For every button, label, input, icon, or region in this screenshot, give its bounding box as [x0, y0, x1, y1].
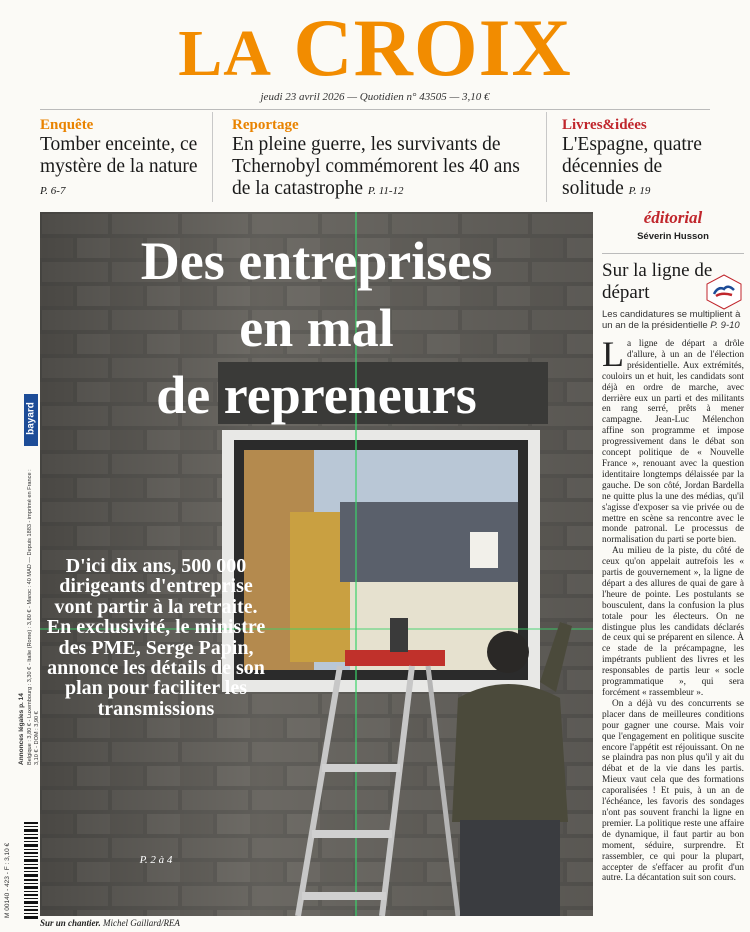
masthead — [0, 0, 750, 110]
teaser-pages: P. 11-12 — [367, 185, 404, 197]
teaser-headline: En pleine guerre, les survivants de Tchernobyl commémorent les 40 ans de la catastrophe P. 11-12 — [232, 134, 520, 199]
editorial-paragraph: On a déjà vu des concurrents se placer dans de meilleures conditions pour gagner une course. Mais voir que l'engagement en politique suscite encore l'appétit est réjouissant. On ne se plaindra pas non plus qu'il y ait du débat et de la vie dans les partis. Mieux vaut cela que des formations caporalisées ! Et puis, à un an de l'échéance, les favoris des sondages n'ont pas souvent franchi la ligne en premier. La politique reste une affaire de dynamique, il faut partir au bon moment, séduire, surprendre. Et rassembler, ce qui pour la plupart, accepter de s'effacer au profit d'un autre. La décantation suit son cours. — [602, 698, 744, 884]
cover-photo[interactable] — [40, 212, 593, 916]
main-deck: D'ici dix ans, 500 000 dirigeants d'entreprise vont partir à la retraite. En exclusivité, le ministre des PME, Serge Papin, annonce les détails de son plan pour faciliter les transmissions — [46, 555, 266, 720]
price-list: Belgique : 3,80 € - Luxembourg : 3,30 € - Italie (Rome) : 3,80 € - Maroc : 40 MAD — Depuis 1883 - imprimé en France : 3,10 € - DOM : 3,90 € — [27, 469, 40, 765]
headline-line: Des entreprises — [140, 231, 493, 291]
logo-part-croix: CROIX — [293, 2, 572, 93]
teaser-headline: L'Espagne, quatre décennies de solitude P. 19 — [562, 134, 702, 199]
teaser-divider — [546, 112, 547, 202]
teaser-pages: P. 6-7 — [40, 185, 66, 197]
headline-line: de repreneurs — [156, 365, 477, 425]
teaser-pages: P. 19 — [628, 185, 651, 197]
editorial-paragraph: Au milieu de la piste, du côté de ceux qu'on appelait autrefois les « partis de gouvernement », la ligne de départ a des allures de quai de gare à l'heure de pointe. Les postulants se bousculent, dans la confusion la plus totale pour les électeurs. On ne distingue plus les candidats déclarés de ceux qui se préparent en silence. À ce stade de la précampagne, les impétrants publient des livres et les responsables de partis leur « socle programmatique », qui sera forcément « rassembleur ». — [602, 546, 744, 698]
teaser-headline: Tomber enceinte, ce mystère de la nature P. 6-7 — [40, 134, 198, 197]
editorial-title[interactable]: Sur la ligne de départ — [602, 260, 713, 303]
editorial-body: La ligne de départ a drôle d'allure, à un an de l'élection présidentielle. Aux extrémités, couloirs un et huit, les candidats sont déjà en ordre de marche, avec derrière eux un parti et des militants en rang serré, prêts à mener campagne. Jean-Luc Mélenchon affine son programme et impose progressivement dans le débat son concept politique de « Nouvelle France », renouant avec la question identitaire longtemps délaissée par la gauche. De son côté, Jordan Bardella ne quitte plus la une des médias, qu'il s'agisse d'exposer sa vie privée ou de mettre en scène sa rencontre avec le monde patronal. Le processus de normalisation du parti se porte bien. Au milieu de la piste, du côté de ceux qu'on appelait autrefois les « partis de gouvernement », la ligne de départ a des allures de quai de gare à l'heure de pointe. Les postulants se bousculent, dans la confusion la plus totale pour les électeurs. On ne distingue plus les candidats déclarés de ceux qui se préparent en silence. À ce stade de la précampagne, les impétrants publient des livres et les responsables de partis leur « socle programmatique », qui sera forcément « rassembleur ». On a déjà vu des concurrents se placer dans de meilleures conditions pour gagner une course. Mais voir que l'engagement en politique suscite encore l'appétit est réjouissant. On ne se plaindra pas non plus qu'il y ait du débat et de la vie dans les partis. Mieux vaut cela que des formations caporalisées ! Et puis, à un an de l'échéance, les favoris des sondages n'ont pas souvent franchi la ligne en premier. La politique reste une affaire de dynamique, il faut partir au bon moment, séduire, surprendre. Et rassembler, ce qui pour la plupart, accepter de s'effacer au profit d'un autre. La décantation suit son cours. — [602, 334, 744, 884]
teaser-kicker: Livres&idées — [562, 117, 647, 133]
editorial-subtitle: Les candidatures se multiplient à un an de la présidentielle P. 9-10 — [602, 309, 741, 331]
teaser-kicker: Enquête — [40, 117, 94, 133]
drop-cap: L — [602, 334, 624, 374]
editorial-author: Séverin Husson — [637, 231, 709, 242]
teaser-kicker: Reportage — [232, 117, 299, 133]
teaser-reportage[interactable] — [232, 116, 537, 202]
editorial-rule — [602, 253, 744, 254]
bayard-logo: bayard — [24, 394, 38, 446]
editorial-column — [602, 208, 744, 884]
teaser-livres-idees[interactable] — [562, 116, 712, 202]
teaser-divider — [212, 112, 213, 202]
deck-pages: P. 2 à 4 — [139, 854, 173, 866]
main-headline[interactable] — [40, 228, 593, 429]
caption-credit: Michel Gaillard/REA — [103, 918, 180, 928]
editorial-label: éditorial — [643, 208, 703, 227]
election-logo-icon — [704, 274, 744, 310]
headline-line: en mal — [239, 298, 394, 358]
annonces-legales: Annonces légales p. 14 — [18, 693, 25, 765]
teaser-enquete[interactable] — [40, 116, 205, 202]
logo[interactable] — [0, 2, 750, 100]
photo-caption — [40, 918, 180, 928]
logo-part-la: LA — [178, 17, 272, 90]
dateline: jeudi 23 avril 2026 — Quotidien n° 43505 — 3,10 € — [260, 91, 490, 103]
editorial-pages: P. 9-10 — [710, 320, 740, 331]
barcode-text: M 00140 - 423 - F : 3,10 € — [4, 842, 11, 918]
caption-label: Sur un chantier. — [40, 918, 101, 928]
barcode-icon — [24, 822, 38, 920]
masthead-rule — [40, 109, 710, 110]
